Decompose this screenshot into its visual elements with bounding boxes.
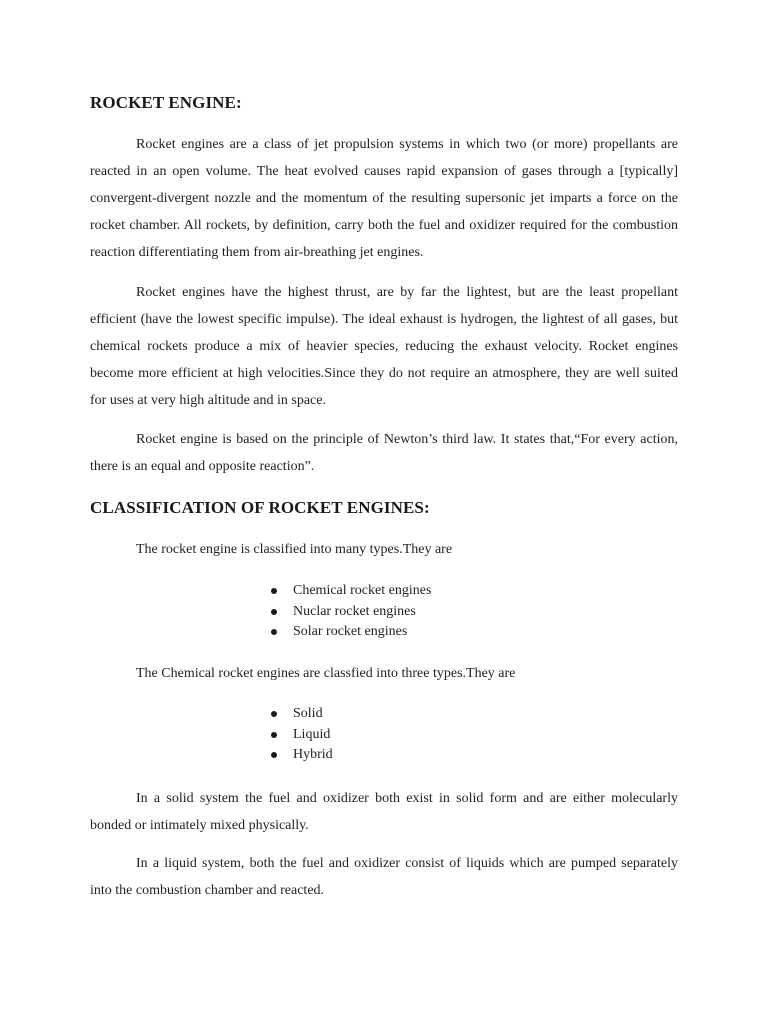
list-item-label: Chemical rocket engines: [293, 583, 432, 598]
rocket-engine-heading: ROCKET ENGINE:: [90, 93, 242, 112]
bullet-icon: [271, 732, 277, 738]
list-item: [268, 745, 333, 766]
solid-system-paragraph: In a solid system the fuel and oxidizer both exist in solid form and are either molecularly bonded or intimately mixed physically.: [90, 791, 678, 833]
list-item: [268, 704, 333, 725]
newton-paragraph: Rocket engine is based on the principle of Newton’s third law. It states that,“For every action, there is an equal and opposite reaction”.: [90, 432, 678, 474]
bullet-icon: [271, 588, 277, 594]
engine-types-list: [268, 581, 431, 643]
bullet-icon: [271, 629, 277, 635]
thrust-paragraph: Rocket engines have the highest thrust, are by far the lightest, but are the least propellant efficient (have the lowest specific impulse). The ideal exhaust is hydrogen, the lightest of all gases, but chemical rockets produce a mix of heavier species, reducing the exhaust velocity. Rocket engines become more efficient at high velocities.Since they do not require an atmosphere, they are well suited for uses at very high altitude and in space.: [90, 285, 678, 408]
list-item: [268, 725, 333, 746]
chemical-types-list: [268, 704, 333, 766]
list-item: [268, 622, 431, 643]
classification-heading: CLASSIFICATION OF ROCKET ENGINES:: [90, 498, 430, 517]
list-item-label: Solar rocket engines: [293, 624, 408, 639]
list-item: [268, 581, 431, 602]
liquid-system-paragraph: In a liquid system, both the fuel and oxidizer consist of liquids which are pumped separately into the combustion chamber and reacted.: [90, 856, 678, 898]
list-item-label: Liquid: [293, 726, 331, 742]
list-item-label: Hybrid: [293, 747, 333, 762]
list-item: [268, 602, 431, 623]
bullet-icon: [271, 609, 277, 615]
bullet-icon: [271, 752, 277, 758]
bullet-icon: [271, 711, 277, 717]
list-item-label: Solid: [293, 706, 323, 721]
classified-intro-text: The rocket engine is classified into many types.They are: [136, 542, 453, 557]
chemical-intro-text: The Chemical rocket engines are classfied into three types.They are: [136, 666, 516, 681]
intro-paragraph: Rocket engines are a class of jet propulsion systems in which two (or more) propellants are reacted in an open volume. The heat evolved causes rapid expansion of gases through a [typically] convergent-divergent nozzle and the momentum of the resulting supersonic jet imparts a force on the rocket chamber. All rockets, by definition, carry both the fuel and oxidizer required for the combustion reaction differentiating them from air-breathing jet engines.: [90, 137, 678, 260]
list-item-label: Nuclar rocket engines: [293, 603, 416, 619]
